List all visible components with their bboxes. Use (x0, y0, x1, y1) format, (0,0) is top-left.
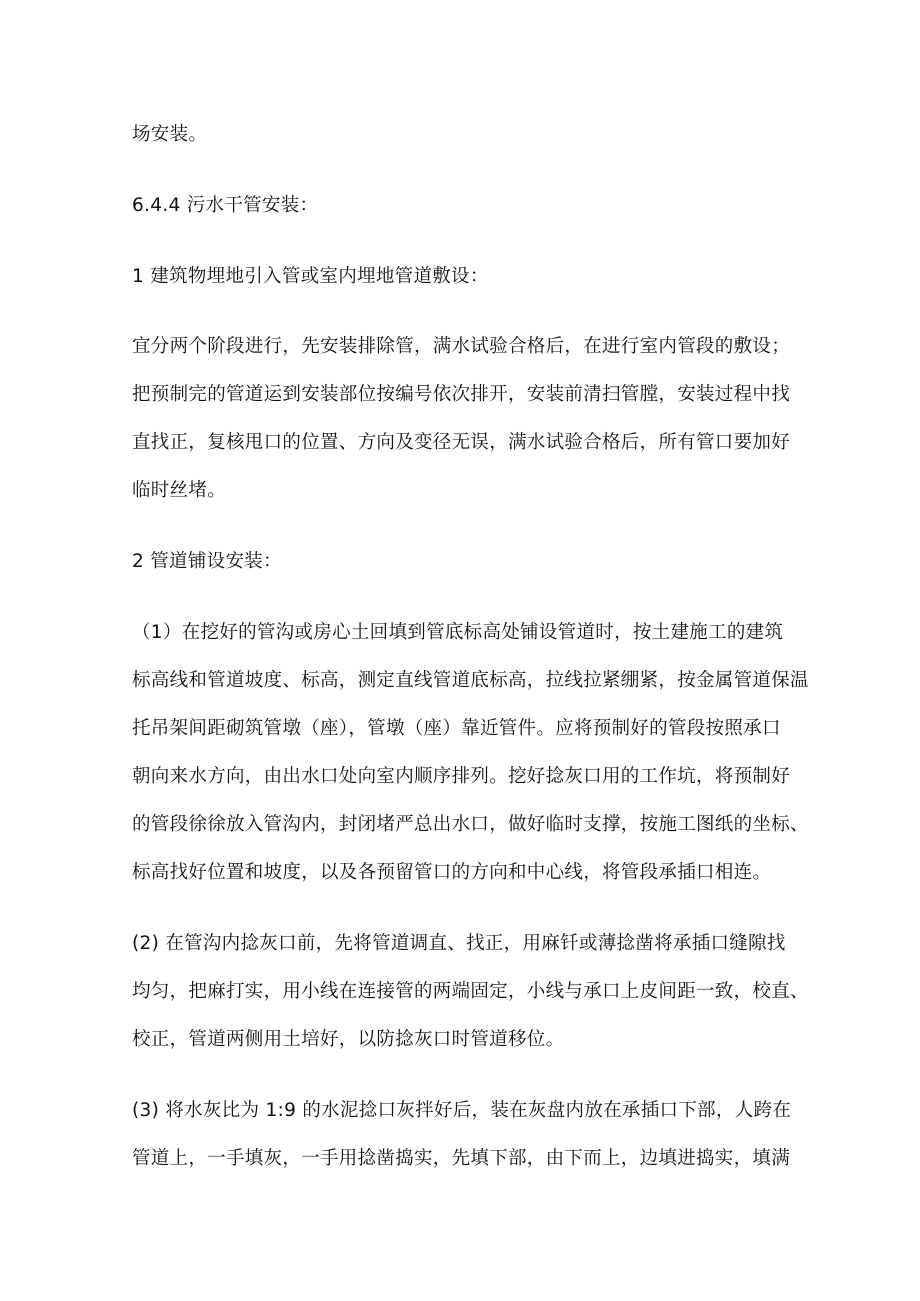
text-line: （1）在挖好的管沟或房心土回填到管底标高处铺设管道时，按土建施工的建筑 (132, 622, 784, 643)
text-line: 管道上，一手填灰，一手用捻凿捣实，先填下部，由下而上，边填进捣实，填满 (132, 1148, 791, 1169)
text-line: (3) 将水灰比为 1:9 的水泥捻口灰拌好后，装在灰盘内放在承插口下部，人跨在 (132, 1100, 792, 1121)
text-line: 校正，管道两侧用土培好，以防捻灰口时管道移位。 (132, 1029, 565, 1050)
text-line: 标高找好位置和坡度，以及各预留管口的方向和中心线，将管段承插口相连。 (132, 862, 772, 883)
text-line: 均匀，把麻打实，用小线在连接管的两端固定，小线与承口上皮间距一致，校直、 (132, 981, 809, 1002)
text-line: 朝向来水方向，由出水口处向室内顺序排列。挖好捻灰口用的工作坑，将预制好 (132, 766, 791, 787)
text-line: 的管段徐徐放入管沟内，封闭堵严总出水口，做好临时支撑，按施工图纸的坐标、 (132, 814, 809, 835)
text-line: 托吊架间距砌筑管墩（座），管墩（座）靠近管件。应将预制好的管段按照承口 (132, 718, 781, 739)
text-line: 场安装。 (132, 124, 208, 145)
section-heading: 6.4.4 污水干管安装： (132, 195, 319, 216)
text-line: 临时丝堵。 (132, 480, 227, 501)
subsection-heading: 2 管道铺设安装： (132, 551, 282, 572)
text-line: (2) 在管沟内捻灰口前，先将管道调直、找正，用麻钎或薄捻凿将承插口缝隙找 (132, 933, 786, 954)
text-line: 直找正，复核甩口的位置、方向及变径无误，满水试验合格后，所有管口要加好 (132, 432, 791, 453)
text-line: 标高线和管道坡度、标高，测定直线管道底标高，拉线拉紧绷紧，按金属管道保温 (132, 670, 809, 691)
subsection-heading: 1 建筑物埋地引入管或室内埋地管道敷设： (132, 266, 489, 287)
text-line: 把预制完的管道运到安装部位按编号依次排开，安装前清扫管膛，安装过程中找 (132, 384, 791, 405)
text-line: 宜分两个阶段进行，先安装排除管，满水试验合格后，在进行室内管段的敷设； (132, 336, 791, 357)
